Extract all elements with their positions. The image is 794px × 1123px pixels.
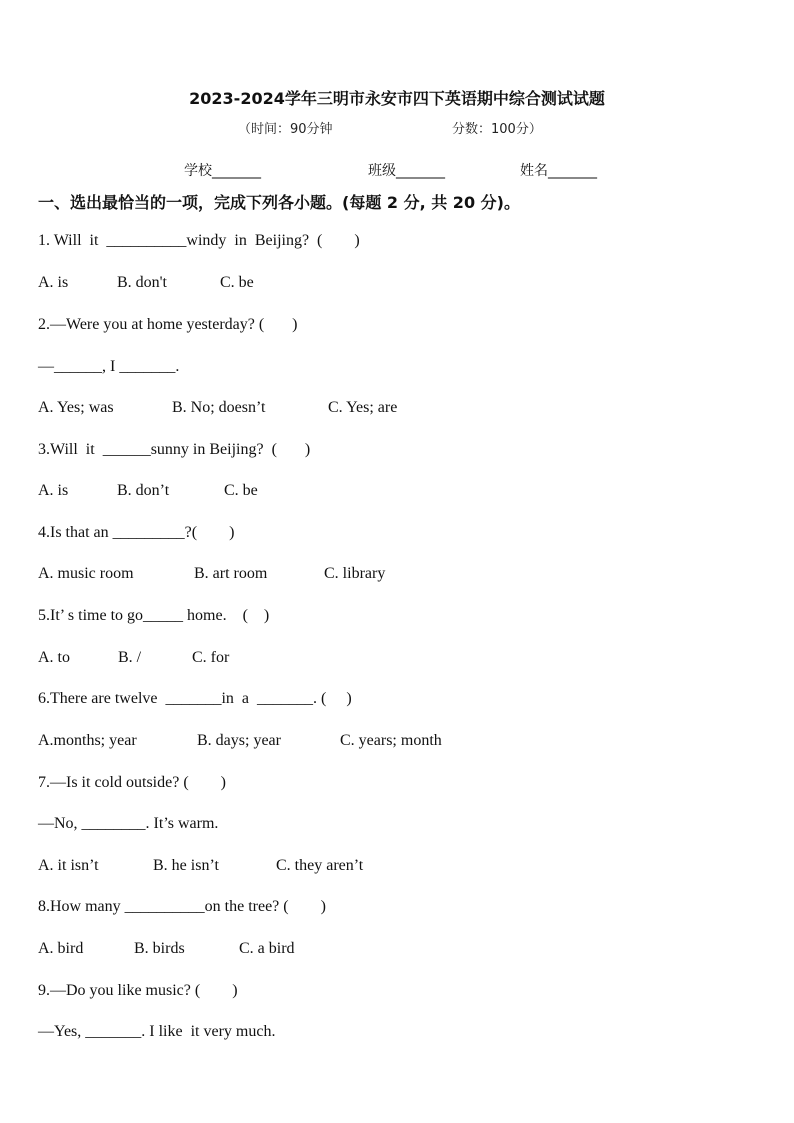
exam-title: 2023-2024学年三明市永安市四下英语期中综合测试试题: [189, 89, 605, 108]
question-5-stem: 5.It’ s time to go_____ home. ( ): [38, 607, 270, 624]
question-7-option-c: C. they aren’t: [276, 857, 364, 874]
question-8-option-a: A. bird: [38, 940, 84, 957]
question-2-option-b: B. No; doesn’t: [172, 399, 266, 416]
question-7-stem: 7.—Is it cold outside? ( ): [38, 774, 226, 791]
question-3-option-a: A. is: [38, 482, 69, 499]
exam-time: （时间：90分钟: [238, 122, 333, 137]
question-4-option-b: B. art room: [194, 565, 268, 582]
question-7-response: —No, ________. It’s warm.: [38, 815, 219, 832]
question-5-option-b: B. /: [118, 649, 142, 666]
question-6-stem: 6.There are twelve _______in a _______. ( ): [38, 690, 352, 707]
section-heading: 一、选出最恰当的一项，完成下列各小题。(每题 2 分, 共 20 分)。: [38, 193, 520, 212]
question-4-option-c: C. library: [324, 565, 386, 582]
question-3-option-c: C. be: [224, 482, 258, 499]
question-1-option-c: C. be: [220, 274, 254, 291]
question-7-option-a: A. it isn’t: [38, 857, 99, 874]
question-8-stem: 8.How many __________on the tree? ( ): [38, 898, 326, 915]
question-5-option-c: C. for: [192, 649, 230, 666]
question-5-option-a: A. to: [38, 649, 70, 666]
question-6-option-c: C. years; month: [340, 732, 442, 749]
question-1-option-a: A. is: [38, 274, 69, 291]
question-8-option-b: B. birds: [134, 940, 185, 957]
question-3-option-b: B. don’t: [117, 482, 170, 499]
school-field: 学校_______: [184, 163, 261, 179]
question-4-option-a: A. music room: [38, 565, 134, 582]
question-2-response: —______, I _______.: [38, 358, 180, 375]
question-2-option-c: C. Yes; are: [328, 399, 398, 416]
question-4-stem: 4.Is that an _________?( ): [38, 524, 235, 541]
question-9-response: —Yes, _______. I like it very much.: [38, 1023, 276, 1040]
question-6-option-a: A.months; year: [38, 732, 137, 749]
question-6-option-b: B. days; year: [197, 732, 281, 749]
question-7-option-b: B. he isn’t: [153, 857, 219, 874]
question-1-stem: 1. Will it __________windy in Beijing? ( ): [38, 232, 360, 249]
question-2-stem: 2.—Were you at home yesterday? ( ): [38, 316, 298, 333]
question-1-option-b: B. don't: [117, 274, 167, 291]
question-3-stem: 3.Will it ______sunny in Beijing? ( ): [38, 441, 311, 458]
question-8-option-c: C. a bird: [239, 940, 295, 957]
question-9-stem: 9.—Do you like music? ( ): [38, 982, 238, 999]
name-field: 姓名_______: [520, 163, 597, 179]
class-field: 班级_______: [368, 163, 445, 179]
question-2-option-a: A. Yes; was: [38, 399, 114, 416]
exam-score: 分数：100分）: [452, 122, 542, 137]
